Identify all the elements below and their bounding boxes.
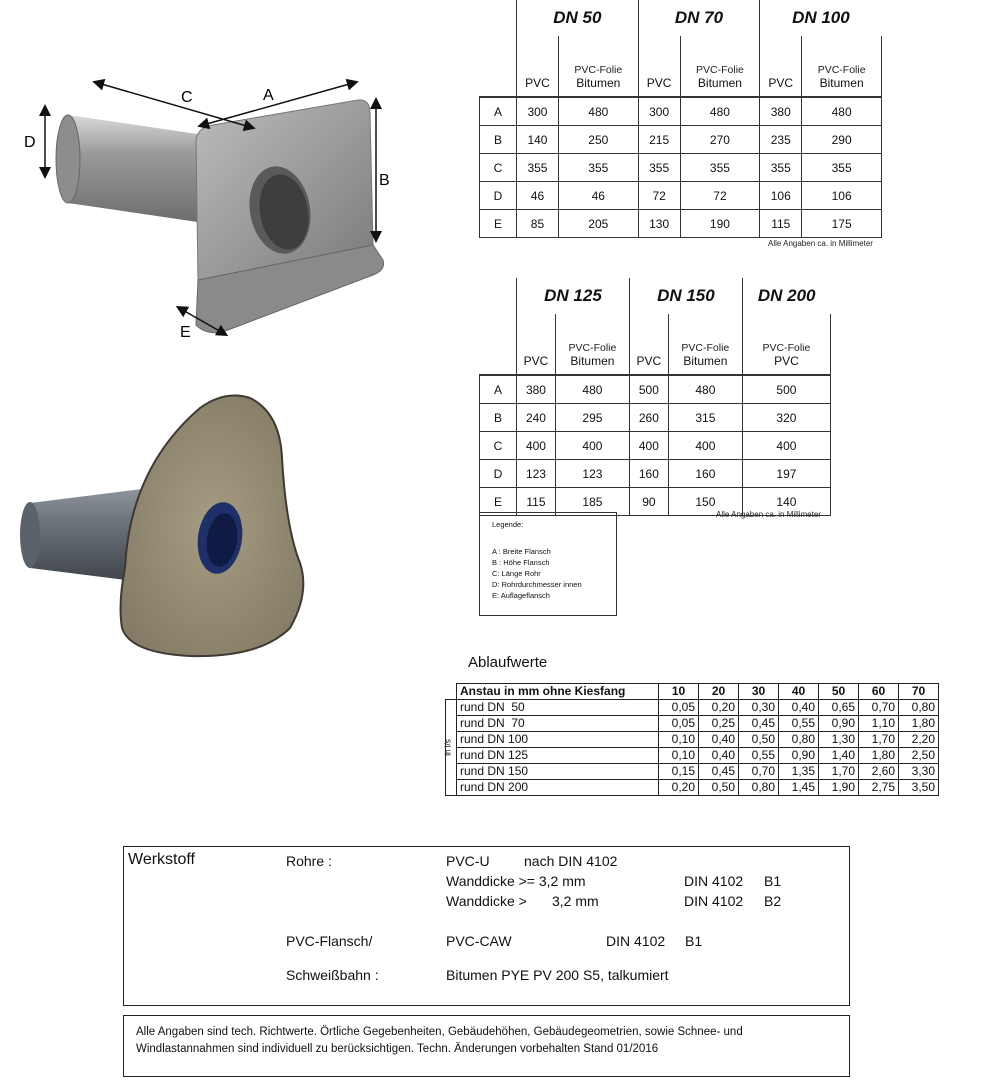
pvc-drain-illustration	[18, 75, 398, 345]
ablauf-row-label: rund DN 50	[457, 700, 659, 716]
table2-subhead: PVC	[629, 314, 668, 375]
table1-row-label: E	[480, 210, 517, 238]
ablauf-cell: 0,40	[699, 748, 739, 764]
table2-subhead: PVC	[517, 314, 556, 375]
legend-item: D: Rohrdurchmesser innen	[492, 580, 582, 589]
ablauf-cell: 0,55	[779, 716, 819, 732]
ablauf-cell: 2,60	[859, 764, 899, 780]
table2-row	[480, 404, 831, 432]
table1-subhead: PVC-Folie Bitumen	[680, 36, 760, 97]
table1-cell: 85	[517, 210, 559, 238]
table2-row	[480, 375, 831, 404]
ablauf-cell: 0,30	[739, 700, 779, 716]
table1-row	[480, 97, 882, 126]
ablauf-cell: 1,10	[859, 716, 899, 732]
ablauf-unit-cell	[443, 700, 457, 796]
table2-row-label: B	[480, 404, 517, 432]
table2-row-label: A	[480, 375, 517, 404]
table1-cell: 355	[680, 154, 760, 182]
ablauf-header-label: Anstau in mm ohne Kiesfang	[457, 684, 659, 700]
ablauf-row	[446, 700, 939, 716]
table2-row-label: E	[480, 488, 517, 516]
table1-cell: 355	[638, 154, 680, 182]
table1-group: DN 50	[517, 0, 639, 36]
rohre-material: PVC-U	[446, 853, 490, 869]
table2-cell: 400	[668, 432, 742, 460]
table1-cell: 355	[558, 154, 638, 182]
table1-cell: 355	[802, 154, 882, 182]
table1-cell: 480	[680, 97, 760, 126]
ablauf-cell: 0,45	[699, 764, 739, 780]
table1-subhead: PVC	[760, 36, 802, 97]
ablauf-col-head: 10	[659, 684, 699, 700]
table1-cell: 480	[558, 97, 638, 126]
table1-cell: 300	[638, 97, 680, 126]
table2-cell: 150	[668, 488, 742, 516]
table1-row-label: C	[480, 154, 517, 182]
table2-subhead: PVC-Folie Bitumen	[668, 314, 742, 375]
wanddicke1-class: B1	[764, 873, 782, 889]
table2-subhead: PVC-Folie Bitumen	[555, 314, 629, 375]
ablauf-cell: 0,70	[859, 700, 899, 716]
label-d: D	[24, 134, 36, 151]
table2-row	[480, 432, 831, 460]
ablauf-cell: 0,80	[779, 732, 819, 748]
schweissbahn-label: Schweißbahn :	[286, 967, 379, 983]
ablauf-row-label: rund DN 70	[457, 716, 659, 732]
table1-subhead: PVC	[517, 36, 559, 97]
flansch-norm: DIN 4102	[606, 933, 666, 949]
table2-cell: 400	[742, 432, 830, 460]
table1-cell: 290	[802, 126, 882, 154]
table2-cell: 123	[555, 460, 629, 488]
table1-row	[480, 126, 882, 154]
table1-subhead: PVC-Folie Bitumen	[558, 36, 638, 97]
ablauf-cell: 3,50	[899, 780, 939, 796]
ablauf-cell: 0,20	[659, 780, 699, 796]
ablauf-cell: 0,40	[699, 732, 739, 748]
table1-cell: 355	[760, 154, 802, 182]
ablauf-row-label: rund DN 125	[457, 748, 659, 764]
disclaimer-note: Alle Angaben sind tech. Richtwerte. Örtliche Gegebenheiten, Gebäudehöhen, Gebäudegeometrien, sowie Schnee- und Windlastannahmen sind individuell zu berücksichtigen. Techn. Änderungen vorbehalten Stand 01/2016	[123, 1015, 850, 1077]
table2-cell: 115	[517, 488, 556, 516]
ablauf-cell: 2,20	[899, 732, 939, 748]
table1-cell: 46	[558, 182, 638, 210]
ablauf-cell: 0,90	[779, 748, 819, 764]
schweissbahn-material: Bitumen PYE PV 200 S5, talkumiert	[446, 967, 669, 983]
ablauf-cell: 0,05	[659, 716, 699, 732]
table2-cell: 140	[742, 488, 830, 516]
ablauf-cell: 0,80	[899, 700, 939, 716]
dimension-table-2	[479, 278, 831, 516]
flansch-class: B1	[685, 933, 703, 949]
ablauf-row	[446, 780, 939, 796]
ablauf-cell: 0,45	[739, 716, 779, 732]
ablauf-col-head: 50	[819, 684, 859, 700]
table2-cell: 160	[629, 460, 668, 488]
table2-cell: 160	[668, 460, 742, 488]
legend-box	[479, 512, 617, 616]
ablaufwerte-title: Ablaufwerte	[468, 654, 548, 671]
table2-group: DN 150	[629, 278, 742, 314]
table1-cell: 115	[760, 210, 802, 238]
table1-row-label: A	[480, 97, 517, 126]
dimension-table-1	[479, 0, 882, 238]
table2-subhead: PVC-Folie PVC	[742, 314, 830, 375]
flansch-material: PVC-CAW	[446, 933, 512, 949]
table1-cell: 106	[802, 182, 882, 210]
table2-cell: 480	[668, 375, 742, 404]
ablauf-row-label: rund DN 200	[457, 780, 659, 796]
wanddicke1-label: Wanddicke >= 3,2 mm	[446, 873, 586, 889]
label-a: A	[263, 87, 274, 104]
table2-cell: 240	[517, 404, 556, 432]
ablauf-row	[446, 732, 939, 748]
werkstoff-box	[123, 846, 850, 1006]
ablauf-row	[446, 764, 939, 780]
ablauf-cell: 0,15	[659, 764, 699, 780]
legend-item: E: Auflageflansch	[492, 591, 550, 600]
table2-row-label: C	[480, 432, 517, 460]
ablauf-col-head: 30	[739, 684, 779, 700]
table2-cell: 480	[555, 375, 629, 404]
table2-row	[480, 460, 831, 488]
table2-cell: 260	[629, 404, 668, 432]
table2-cell: 400	[629, 432, 668, 460]
table1-subhead: PVC-Folie Bitumen	[802, 36, 882, 97]
ablauf-cell: 0,20	[699, 700, 739, 716]
ablauf-cell: 1,90	[819, 780, 859, 796]
ablauf-cell: 0,10	[659, 732, 699, 748]
ablauf-cell: 1,80	[859, 748, 899, 764]
table1-cell: 190	[680, 210, 760, 238]
table1-subhead: PVC	[638, 36, 680, 97]
ablauf-cell: 0,90	[819, 716, 859, 732]
ablauf-cell: 0,10	[659, 748, 699, 764]
table2-cell: 400	[517, 432, 556, 460]
table1-cell: 205	[558, 210, 638, 238]
table1-cell: 72	[638, 182, 680, 210]
ablauf-cell: 2,75	[859, 780, 899, 796]
table2-row-label: D	[480, 460, 517, 488]
table1-group: DN 70	[638, 0, 760, 36]
legend-item: A : Breite Flansch	[492, 547, 551, 556]
ablauf-col-head: 60	[859, 684, 899, 700]
table1-row-label: B	[480, 126, 517, 154]
table1-row	[480, 182, 882, 210]
table2-cell: 185	[555, 488, 629, 516]
table1-cell: 250	[558, 126, 638, 154]
ablauf-cell: 0,25	[699, 716, 739, 732]
ablauf-cell: 3,30	[899, 764, 939, 780]
table1-cell: 215	[638, 126, 680, 154]
ablauf-cell: 0,80	[739, 780, 779, 796]
table1-row	[480, 154, 882, 182]
wanddicke1-norm: DIN 4102	[684, 873, 744, 889]
ablauf-col-head: 70	[899, 684, 939, 700]
ablauf-cell: 1,30	[819, 732, 859, 748]
table1-group: DN 100	[760, 0, 882, 36]
ablauf-cell: 2,50	[899, 748, 939, 764]
ablauf-row-label: rund DN 150	[457, 764, 659, 780]
table1-cell: 270	[680, 126, 760, 154]
wanddicke2-norm: DIN 4102	[684, 893, 744, 909]
ablauf-cell: 1,40	[819, 748, 859, 764]
table1-cell: 355	[517, 154, 559, 182]
ablauf-cell: 0,70	[739, 764, 779, 780]
table2-cell: 123	[517, 460, 556, 488]
table1-cell: 175	[802, 210, 882, 238]
table1-cell: 300	[517, 97, 559, 126]
table1-note: Alle Angaben ca. in Millimeter	[768, 239, 873, 248]
ablauf-cell: 0,50	[699, 780, 739, 796]
table1-cell: 235	[760, 126, 802, 154]
table2-cell: 320	[742, 404, 830, 432]
ablauf-cell: 1,80	[899, 716, 939, 732]
ablauf-cell: 0,50	[739, 732, 779, 748]
ablauf-cell: 1,70	[859, 732, 899, 748]
ablauf-row	[446, 716, 939, 732]
ablauf-cell: 0,40	[779, 700, 819, 716]
table1-cell: 140	[517, 126, 559, 154]
table1-row	[480, 210, 882, 238]
wanddicke2-label: Wanddicke >	[446, 893, 527, 909]
table2-group: DN 125	[517, 278, 630, 314]
table1-cell: 72	[680, 182, 760, 210]
table1-cell: 106	[760, 182, 802, 210]
table1-cell: 130	[638, 210, 680, 238]
ablauf-col-head: 20	[699, 684, 739, 700]
rohre-label: Rohre :	[286, 853, 332, 869]
ablauf-cell: 1,35	[779, 764, 819, 780]
table2-note: Alle Angaben ca. in Millimeter	[716, 510, 821, 519]
table1-cell: 46	[517, 182, 559, 210]
label-c: C	[181, 89, 193, 106]
table1-cell: 380	[760, 97, 802, 126]
ablauf-cell: 0,05	[659, 700, 699, 716]
table2-cell: 315	[668, 404, 742, 432]
wanddicke2-class: B2	[764, 893, 782, 909]
legend-item: B : Höhe Flansch	[492, 558, 550, 567]
legend-title: Legende:	[492, 520, 524, 529]
table2-cell: 380	[517, 375, 556, 404]
table2-cell: 90	[629, 488, 668, 516]
table2-cell: 295	[555, 404, 629, 432]
label-e: E	[180, 324, 191, 341]
ablauf-row	[446, 748, 939, 764]
wanddicke2-value: 3,2 mm	[552, 893, 599, 909]
table2-cell: 400	[555, 432, 629, 460]
ablauf-cell: 1,70	[819, 764, 859, 780]
table2-cell: 500	[742, 375, 830, 404]
bitumen-drain-illustration	[10, 388, 320, 668]
werkstoff-title: Werkstoff	[128, 851, 195, 868]
legend-item: C: Länge Rohr	[492, 569, 541, 578]
table1-cell: 480	[802, 97, 882, 126]
ablauf-col-head: 40	[779, 684, 819, 700]
ablauf-cell: 0,65	[819, 700, 859, 716]
ablaufwerte-table	[445, 683, 939, 796]
ablauf-unit: in l/s	[443, 739, 453, 756]
ablauf-cell: 0,55	[739, 748, 779, 764]
ablauf-cell: 1,45	[779, 780, 819, 796]
flansch-label: PVC-Flansch/	[286, 933, 373, 949]
ablauf-row-label: rund DN 100	[457, 732, 659, 748]
table2-group: DN 200	[742, 278, 830, 314]
rohre-norm: nach DIN 4102	[524, 853, 618, 869]
table2-cell: 500	[629, 375, 668, 404]
table2-cell: 197	[742, 460, 830, 488]
table1-row-label: D	[480, 182, 517, 210]
label-b: B	[379, 172, 390, 189]
